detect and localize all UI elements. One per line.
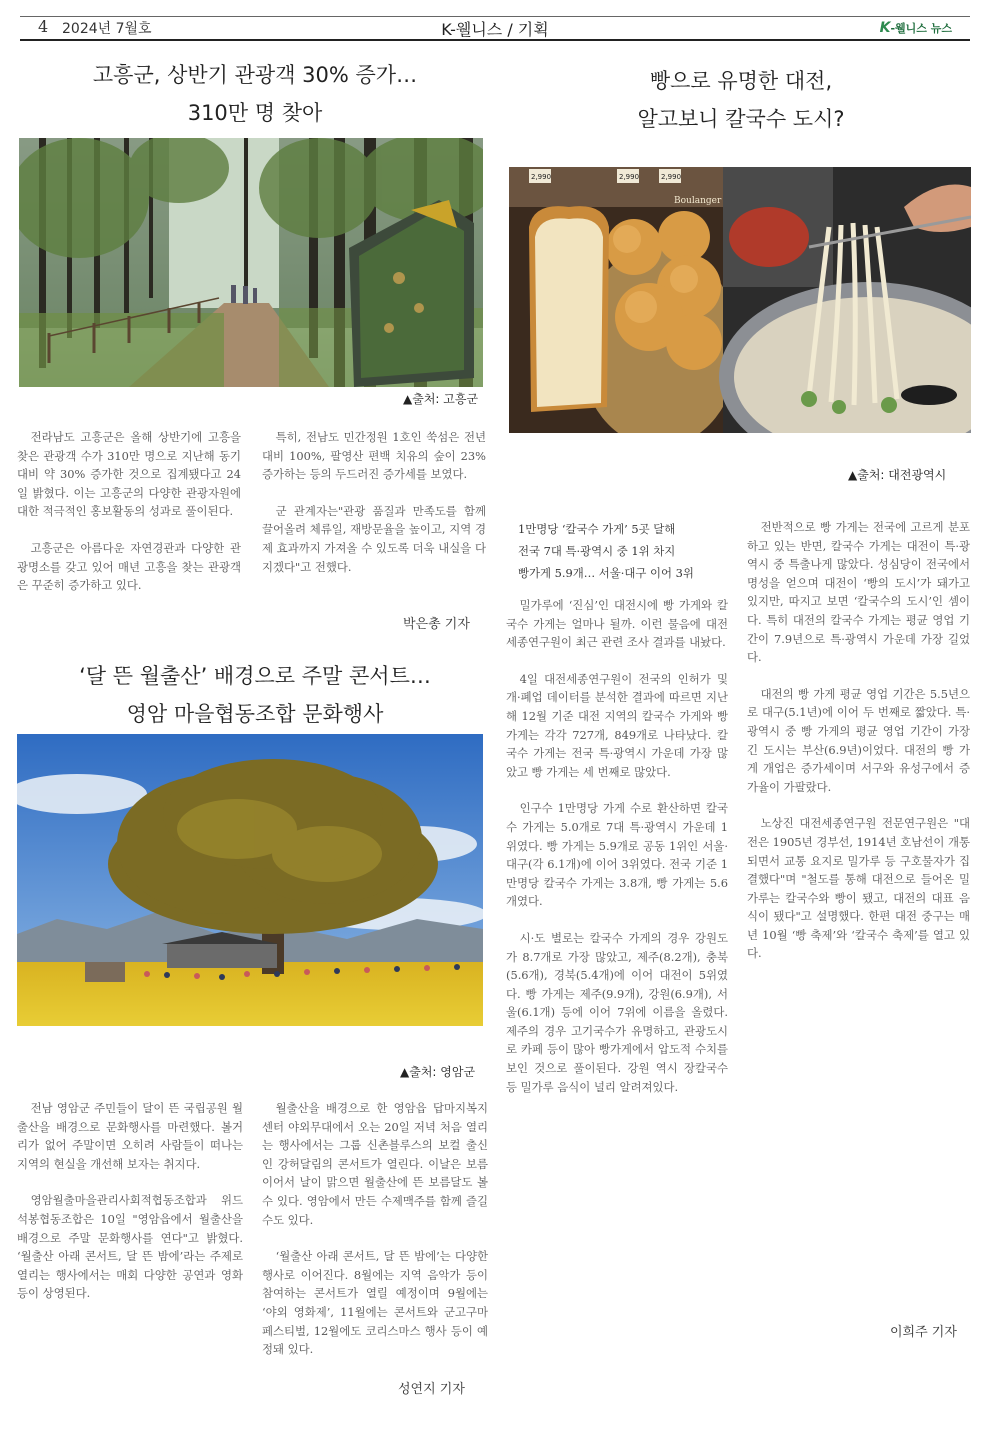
article1-headline: 고흥군, 상반기 관광객 30% 증가… 310만 명 찾아: [92, 63, 418, 125]
wolchulsan-tree-photo: [17, 734, 483, 1026]
article2-headline: ‘달 뜬 월출산’ 배경으로 주말 콘서트… 영암 마을협동조합 문화행사: [79, 664, 431, 726]
article3-column-1: 밀가루에 ‘진심’인 대전시에 빵 가게와 칼국수 가게는 얼마나 될까. 이런 물음에 대전세종연구원이 최근 관련 조사 결과를 내놨다. 4일 대전세종연구원이 전국의 인허가 및 개·폐업 데이터를 분석한 결과에 따르면 지난해 12월 기준 대전 지역의 칼국수 가게와 빵 가게는 각각 727개, 849개로 나타났다. 칼국수 가게는 전국 특·광역시 가운데 가장 많았고 빵 가게는 세 번째로 많았다. 인구수 1만명당 가게 수로 환산하면 칼국수 가게는 5.0개로 7대 특·광역시 가운데 1위였다. 빵 가게는 5.9개로 공동 1위인 서울·대구(각 6.1개)에 이어 3위였다. 전국 기준 1만명당 칼국수 가게는 3.8개, 빵 가게는 5.6개였다. 시·도 별로는 칼국수 가게의 경우 강원도가 8.7개로 가장 많았고, 제주(8.2개), 충북(5.6개), 경북(5.4개)에 이어 대전이 5위였다. 빵 가게는 제주(9.9개), 강원(6.9개), 서울(6.1개) 등에 이어 7위에 이름을 올렸다. 제주의 경우 고기국수가 유명하고, 관광도시로 카페 등이 많아 빵가게에서 압도적 수치를 보인 것으로 풀이된다. 강원 역시 장칼국수 등 밀가루 음식이 널리 알려져있다.: [506, 598, 728, 1094]
article3-headline: 빵으로 유명한 대전, 알고보니 칼국수 도시?: [637, 69, 845, 131]
bakery-sign: Boulanger: [674, 196, 722, 206]
bread-and-kalguksu-photo: [509, 167, 971, 433]
article2-column-2: 월출산을 배경으로 한 영암읍 답마지복지센터 야외무대에서 오는 20일 저녁 처음 열리는 행사에서는 그룹 신촌블루스의 보컬 출신인 강허달림의 콘서트가 열린다. 이날은 보름이어서 날이 맑으면 월출산에 뜬 보름달도 볼 수 있다. 영암에서 만든 수제맥주를 함께 즐길 수도 있다. ‘월출산 아래 콘서트, 달 뜬 밤에’는 다양한 행사로 이어진다. 8월에는 지역 음악가 등이 참여하는 콘서트가 열릴 예정이며 9월에는 ‘야외 영화제’, 11월에는 콘서트와 군고구마 페스티벌, 12월에도 코리스마스 행사 등이 예정돼 있다.: [262, 1101, 488, 1357]
article3-column-2: 전반적으로 빵 가게는 전국에 고르게 분포하고 있는 반면, 칼국수 가게는 대전이 특·광역시 중 특출나게 많았다. 성심당이 전국에서 명성을 얻으며 대전이 ‘빵의 도시’가 돼가고 있지만, 따지고 보면 ‘칼국수의 도시’인 셈이다. 특히 대전의 칼국수 가게는 평균 영업 기간이 7.9년으로 특·광역시 가운데 가장 길었다. 대전의 빵 가게 평균 영업 기간은 5.5년으로 대구(5.1년)에 이어 두 번째로 짧았다. 특·광역시 중 빵 가게의 평균 영업 기간이 가장 긴 도시는 부산(6.9년)이었다. 대전의 빵 가게 개업은 증가세이며 서구와 유성구에서 증가율이 가팔랐다. 노상진 대전세종연구원 전문연구원은 "대전은 1905년 경부선, 1914년 호남선이 개통되면서 교통 요지로 밀가루 등 구호물자가 집결했다"며 "철도를 통해 대전으로 들어온 밀가루는 칼국수와 빵이 됐고, 대전의 대표 음식이 됐다"고 설명했다. 한편 대전 중구는 매년 10월 ‘빵 축제’와 ‘칼국수 축제’를 열고 있다.: [747, 520, 970, 961]
article2-column-1: 전남 영암군 주민들이 달이 뜬 국립공원 월출산을 배경으로 문화행사를 마련했다. 볼거리가 없어 주말이면 오히려 사람들이 떠나는 지역의 현실을 개선해 보자는 취지다. 영암월출마을관리사회적협동조합과 위드석봉협동조합은 10일 "영암읍에서 월출산을 배경으로 주말 문화행사를 연다"고 밝혔다. ‘월출산 아래 콘서트, 달 뜬 밤에’라는 주제로 열리는 행사에서는 매회 다양한 공연과 영화 등이 상영된다.: [17, 1101, 243, 1301]
price-tag-2: 2,990: [619, 173, 640, 181]
article3-summary: 1만명당 ‘칼국수 가게’ 5곳 달해 전국 7대 특·광역시 중 1위 차지 빵가게 5.9개… 서울·대구 이어 3위: [518, 522, 694, 580]
article1-byline: 박은총 기자: [403, 617, 470, 632]
brand-logo: K-웰니스 뉴스: [879, 20, 952, 36]
article1-column-2: 특히, 전남도 민간정원 1호인 쑥섬은 전년 대비 100%, 팔영산 편백 치유의 숲이 23% 증가하는 등의 두드러진 증가세를 보였다. 군 관계자는"관광 품질과 만족도를 함께 끌어올려 체류일, 재방문율을 높이고, 지역 경제 효과까지 가져올 수 있도록 더욱 내실을 다지겠다"고 전했다.: [262, 430, 486, 574]
forest-path-photo: [19, 138, 483, 387]
article2-photo-credit: ▲출처: 영암군: [400, 1065, 476, 1079]
article3-byline: 이희주 기자: [890, 1325, 957, 1340]
page-header: [20, 14, 970, 42]
article2-byline: 성연지 기자: [398, 1382, 465, 1397]
section-title: K-웰니스 / 기획: [441, 20, 549, 39]
page-number: 4: [38, 17, 49, 36]
issue-date: 2024년 7월호: [62, 21, 152, 37]
article1-photo-credit: ▲출처: 고흥군: [403, 392, 479, 406]
article1-column-1: 전라남도 고흥군은 올해 상반기에 고흥을 찾은 관광객 수가 310만 명으로 지난해 동기 대비 약 30% 증가한 것으로 집계됐다고 24일 밝혔다. 이는 고흥군의 다양한 관광자원에 대한 적극적인 홍보활동의 성과로 풀이된다. 고흥군은 아름다운 자연경관과 다양한 관광명소를 갖고 있어 매년 고흥을 찾는 관광객은 꾸준히 증가하고 있다.: [17, 430, 241, 593]
price-tag-3: 2,990: [661, 173, 682, 181]
header-bottom-rule: [20, 39, 970, 41]
article3-photo-credit: ▲출처: 대전광역시: [848, 468, 947, 482]
price-tag-1: 2,990: [531, 173, 552, 181]
